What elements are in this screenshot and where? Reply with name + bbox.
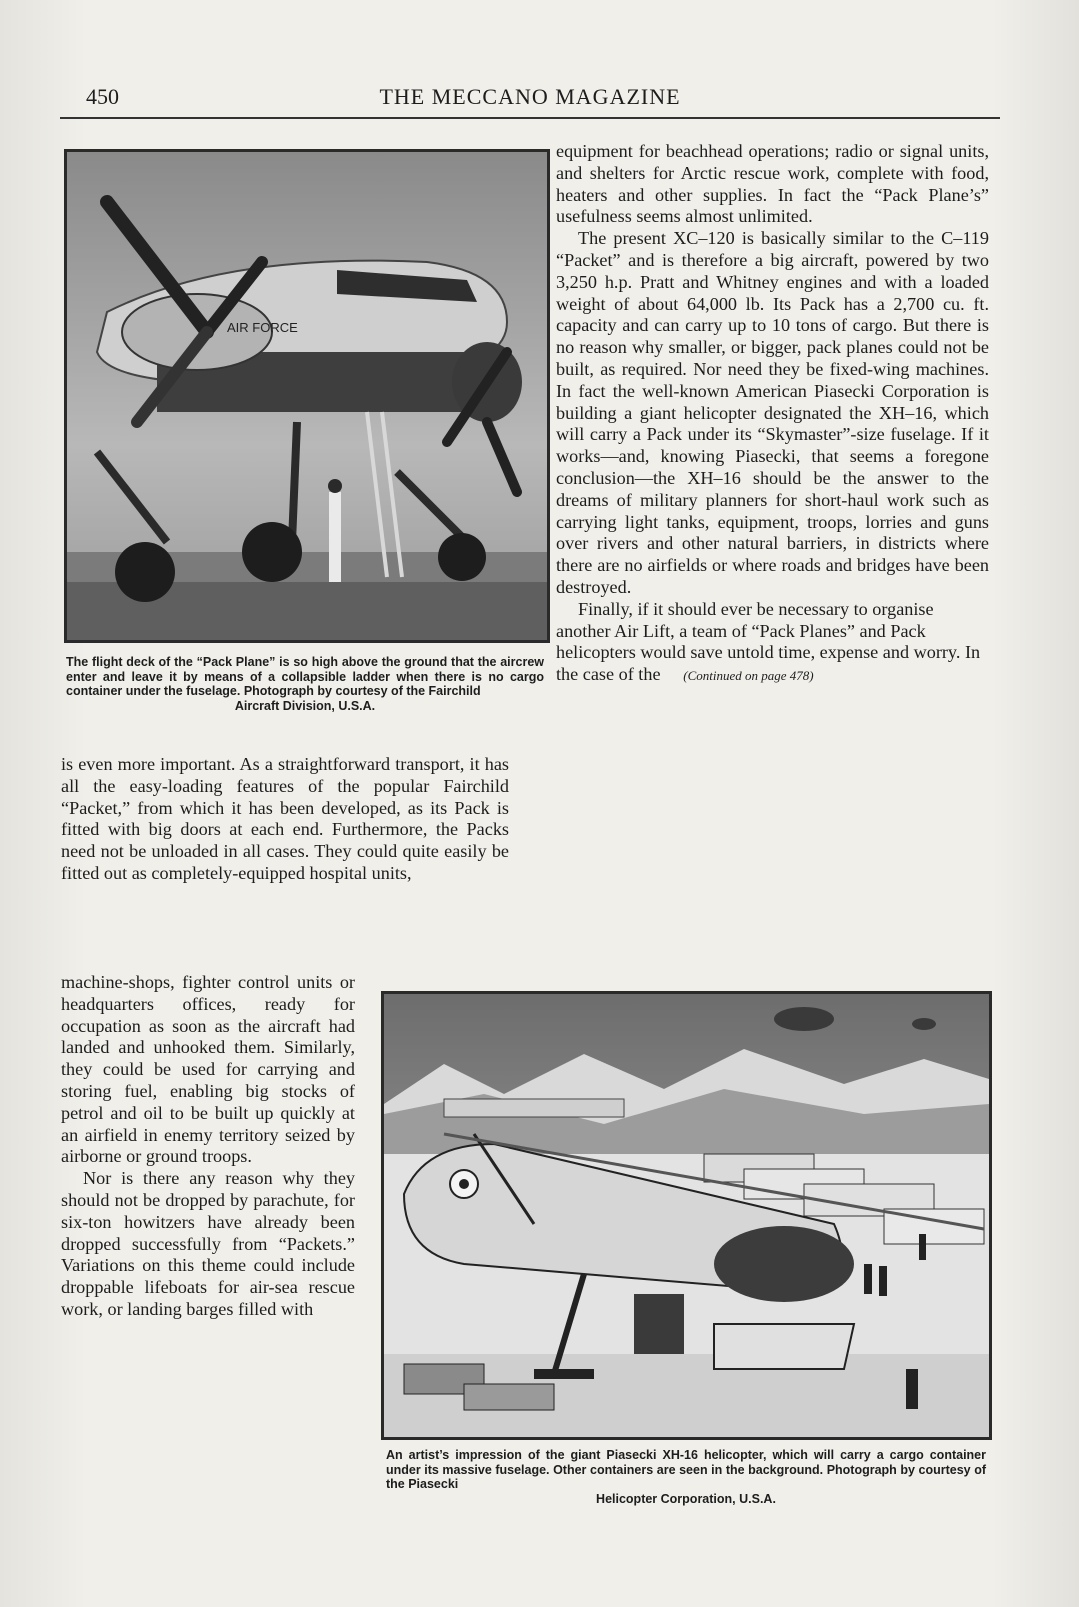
left-column-lower xyxy=(61,972,355,1321)
top-caption-text: The flight deck of the “Pack Plane” is so high above the ground that the aircrew enter and leave it by means of a collapsible ladder when there is no cargo container under the fuselage. Photograph by courtesy of the Fairchild xyxy=(66,655,544,699)
page-number: 450 xyxy=(86,84,119,109)
left-column-upper xyxy=(61,754,509,885)
left-paragraph-1-continued: machine-shops, fighter control units or headquarters offices, ready for occupation as soon as the aircraft had landed and unhooked them. Similarly, they could be used for carrying and storing fuel, enabling big stocks of petrol and oil to be built up quickly at an airfield in enemy territory seized by airborne or ground troops. xyxy=(61,972,355,1167)
right-paragraph-3-text: Finally, if it should ever be necessary to organise another Air Lift, a team of “Pack Planes” and Pack helicopters would save untold time, expense and worry. In the case of the xyxy=(556,598,981,685)
right-paragraph-2: The present XC–120 is basically similar to the C–119 “Packet” and is therefore a big aircraft, powered by two 3,250 h.p. Pratt and Whitney engines and with a loaded weight of about 64,000 lb. Its Pack has a 2,700 cu. ft. capacity and can carry up to 10 tons of cargo. But there is no reason why smaller, or bigger, pack planes could not be built, as required. Nor need they be fixed-wing machines. In fact the well-known American Piasecki Corporation is building a giant helicopter designated the XH–16, which will carry a Pack under its “Skymaster”-size fuselage. If it works—and, knowing Piasecki, that seems a foregone conclusion—the XH–16 should be the answer to the dreams of military planners for short-haul work such as carrying light tanks, equipment, troops, lorries and guns over rivers and other natural barriers, in districts where there are no airfields or where roads and bridges have been destroyed. xyxy=(556,228,989,597)
pack-plane-photo xyxy=(64,149,550,643)
bottom-caption-text: An artist’s impression of the giant Piasecki XH-16 helicopter, which will carry a cargo container under its massive fuselage. Other containers are seen in the background. Photograph by courtesy of the Piasecki xyxy=(386,1448,986,1492)
left-paragraph-2: Nor is there any reason why they should not be dropped by parachute, for six-ton howitzers have already been dropped successfully from “Packets.” Variations on this theme could include droppable lifeboats for air-sea rescue work, or landing barges filled with xyxy=(61,1168,355,1319)
page-header xyxy=(60,84,1000,116)
top-caption-last-line: Aircraft Division, U.S.A. xyxy=(234,698,376,713)
header-rule xyxy=(60,117,1000,119)
bottom-figure-caption xyxy=(386,1448,986,1506)
left-paragraph-1: is even more important. As a straightforward transport, it has all the easy-loading features of the popular Fairchild “Packet,” from which it has been developed, as its Pack is fitted with big doors at each end. Furthermore, the Packs need not be unloaded in all cases. They could quite easily be fitted out as completely-equipped hospital units, xyxy=(61,754,509,883)
right-paragraph-1: equipment for beachhead operations; radio or signal units, and shelters for Arctic rescue work, complete with food, heaters and other supplies. In fact the “Pack Plane’s” usefulness seems almost unlimited. xyxy=(556,141,989,227)
right-paragraph-3 xyxy=(556,599,989,687)
top-figure-caption xyxy=(66,655,544,713)
journal-title: THE MECCANO MAGAZINE xyxy=(379,84,681,109)
helicopter-illustration xyxy=(381,991,992,1440)
right-column xyxy=(556,141,989,687)
aircraft-marking: AIR FORCE xyxy=(227,320,298,335)
continued-note: (Continued on page 478) xyxy=(683,668,814,684)
bottom-caption-last-line: Helicopter Corporation, U.S.A. xyxy=(596,1491,776,1506)
